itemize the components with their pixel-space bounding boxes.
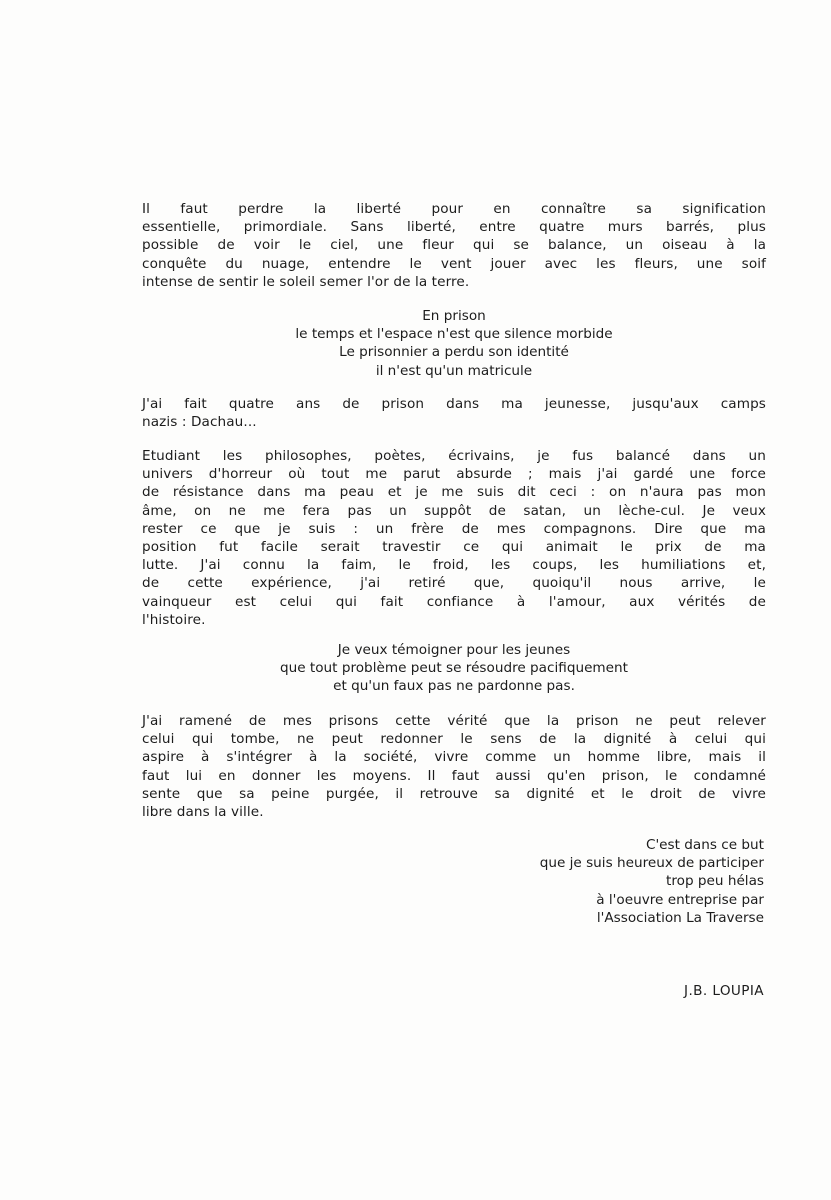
text-line: sente que sa peine purgée, il retrouve sa dignité et le droit de vivre <box>142 785 766 802</box>
poem-temoigner <box>142 641 766 696</box>
paragraph-prisons <box>142 712 766 821</box>
text-line: de cette expérience, j'ai retiré que, quoiqu'il nous arrive, le <box>142 575 766 592</box>
closing-line: que je suis heureux de participer <box>539 855 764 872</box>
text-line: aspire à s'intégrer à la société, vivre comme un homme libre, mais il <box>142 749 766 766</box>
author-signature: J.B. LOUPIA <box>684 983 764 999</box>
text-line: univers d'horreur où tout me parut absurde ; mais j'ai gardé une force <box>142 466 766 483</box>
text-line: J'ai ramené de mes prisons cette vérité que la prison ne peut relever <box>142 713 766 729</box>
text-line: Etudiant les philosophes, poètes, écrivains, je fus balancé dans un <box>142 448 766 464</box>
poem-line: le temps et l'espace n'est que silence morbide <box>295 326 613 343</box>
text-line: libre dans la ville. <box>142 804 264 821</box>
closing-line: trop peu hélas <box>666 873 764 890</box>
poem-line: et qu'un faux pas ne pardonne pas. <box>333 678 575 695</box>
text-line: faut lui en donner les moyens. Il faut aussi qu'en prison, le condamné <box>142 767 766 784</box>
closing-line: à l'oeuvre entreprise par <box>596 891 764 908</box>
paragraph-liberte <box>142 200 766 291</box>
text-line: Il faut perdre la liberté pour en connaître sa signification <box>142 201 766 217</box>
closing-line: C'est dans ce but <box>645 837 764 853</box>
poem-line: Le prisonnier a perdu son identité <box>339 344 569 361</box>
paragraph-philosophes <box>142 447 766 629</box>
text-line: J'ai fait quatre ans de prison dans ma jeunesse, jusqu'aux camps <box>142 396 766 412</box>
poem-line: En prison <box>422 308 486 324</box>
text-line: rester ce que je suis : un frère de mes compagnons. Dire que ma <box>142 520 766 537</box>
text-line: essentielle, primordiale. Sans liberté, entre quatre murs barrés, plus <box>142 219 766 236</box>
closing-statement <box>364 836 764 927</box>
poem-line: il n'est qu'un matricule <box>375 362 533 379</box>
poem-en-prison <box>142 307 766 380</box>
text-line: nazis : Dachau... <box>142 414 257 431</box>
text-line: âme, on ne me fera pas un suppôt de satan, un lèche-cul. Je veux <box>142 502 766 519</box>
text-line: vainqueur est celui qui fait confiance à l'amour, aux vérités de <box>142 593 766 610</box>
poem-line: Je veux témoigner pour les jeunes <box>337 642 571 658</box>
text-line: intense de sentir le soleil semer l'or de la terre. <box>142 273 470 290</box>
text-line: l'histoire. <box>142 611 206 628</box>
text-line: position fut facile serait travestir ce qui animait le prix de ma <box>142 539 766 556</box>
paragraph-dachau <box>142 395 766 431</box>
closing-line: l'Association La Traverse <box>596 909 764 926</box>
text-line: de résistance dans ma peau et je me suis dit ceci : on n'aura pas mon <box>142 484 766 501</box>
text-line: possible de voir le ciel, une fleur qui se balance, un oiseau à la <box>142 237 766 254</box>
text-line: lutte. J'ai connu la faim, le froid, les coups, les humiliations et, <box>142 557 766 574</box>
poem-line: que tout problème peut se résoudre pacifiquement <box>279 660 628 677</box>
text-line: conquête du nuage, entendre le vent jouer avec les fleurs, une soif <box>142 255 766 272</box>
text-line: celui qui tombe, ne peut redonner le sens de la dignité à celui qui <box>142 731 766 748</box>
